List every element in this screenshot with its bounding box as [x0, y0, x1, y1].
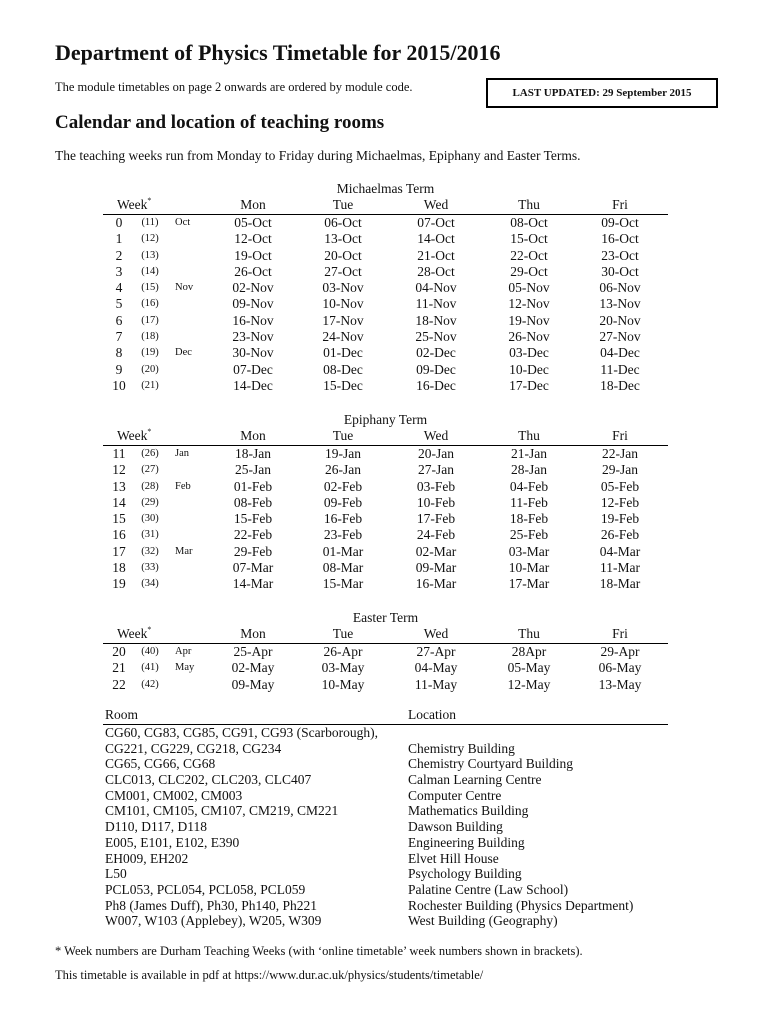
week-number: 18	[112, 560, 126, 576]
week-number: 16	[112, 527, 126, 543]
date-cell: 05-May	[507, 660, 551, 676]
week-row	[103, 280, 668, 296]
room-row	[103, 741, 668, 757]
date-cell: 19-Jan	[325, 446, 361, 461]
date-cell: 19-Feb	[600, 511, 640, 527]
date-cell: 17-Mar	[508, 576, 550, 592]
week-number: 17	[112, 543, 126, 559]
week-row	[103, 527, 668, 543]
week-number: 3	[115, 263, 123, 279]
date-cell: 02-Dec	[416, 345, 456, 361]
room-location: Palatine Centre (Law School)	[408, 881, 569, 897]
online-week-number: (14)	[141, 265, 159, 277]
day-header: Tue	[332, 428, 354, 443]
date-cell: 26-Oct	[234, 263, 272, 279]
date-cell: 22-Feb	[233, 527, 273, 543]
week-number: 12	[112, 462, 126, 478]
date-cell: 17-Feb	[416, 511, 456, 527]
room-row	[103, 803, 668, 819]
date-cell: 02-May	[231, 660, 275, 676]
date-cell: 07-Mar	[232, 560, 274, 576]
date-cell: 11-May	[414, 676, 458, 692]
room-row	[103, 851, 668, 867]
date-cell: 28-Oct	[417, 263, 455, 279]
month-label: Oct	[175, 217, 191, 228]
room-row	[103, 882, 668, 898]
term-name: Michaelmas Term	[336, 181, 435, 196]
day-header: Wed	[423, 626, 449, 641]
date-cell: 14-Oct	[417, 231, 455, 247]
date-cell: 29-Oct	[510, 263, 548, 279]
room-list: CLC013, CLC202, CLC203, CLC407	[105, 772, 312, 788]
date-cell: 29-Feb	[233, 543, 273, 559]
page-title: Department of Physics Timetable for 2015/2016	[55, 40, 501, 65]
online-week-number: (30)	[141, 513, 159, 525]
date-cell: 28-Jan	[511, 462, 547, 478]
date-cell: 09-Oct	[601, 215, 639, 230]
date-cell: 05-Feb	[600, 478, 640, 494]
date-cell: 26-Jan	[325, 462, 361, 478]
date-cell: 08-Mar	[322, 560, 364, 576]
date-cell: 16-Dec	[416, 377, 456, 393]
room-list: Ph8 (James Duff), Ph30, Ph140, Ph221	[105, 897, 318, 913]
date-cell: 04-May	[414, 660, 458, 676]
date-cell: 24-Feb	[416, 527, 456, 543]
date-cell: 12-Feb	[600, 494, 640, 510]
week-row	[103, 544, 668, 560]
day-header: Fri	[612, 197, 628, 212]
date-cell: 08-Feb	[233, 494, 273, 510]
room-list: CM001, CM002, CM003	[105, 787, 243, 803]
week-number: 19	[112, 576, 126, 592]
footnote: * Week numbers are Durham Teaching Weeks (with ‘online timetable’ week numbers shown in brackets).	[55, 944, 583, 958]
date-cell: 03-Dec	[509, 345, 549, 361]
date-cell: 10-Dec	[509, 361, 549, 377]
room-location: Psychology Building	[408, 866, 522, 882]
room-row	[103, 898, 668, 914]
date-cell: 20-Nov	[599, 312, 641, 328]
room-location: Rochester Building (Physics Department)	[408, 897, 634, 913]
date-cell: 03-Mar	[508, 543, 550, 559]
date-cell: 05-Nov	[508, 280, 550, 296]
month-label: Dec	[175, 347, 192, 359]
room-row	[103, 835, 668, 851]
online-week-number: (16)	[141, 298, 159, 310]
room-row	[103, 756, 668, 772]
date-cell: 13-Oct	[324, 231, 362, 247]
week-number: 22	[112, 676, 126, 692]
date-cell: 09-Feb	[323, 494, 363, 510]
date-cell: 23-Feb	[323, 527, 363, 543]
room-row	[103, 725, 668, 741]
week-header	[117, 197, 151, 213]
intro-text: The module timetables on page 2 onwards are ordered by module code.	[55, 80, 413, 94]
room-location: Calman Learning Centre	[408, 772, 542, 788]
date-cell: 14-Dec	[233, 377, 273, 393]
week-row	[103, 264, 668, 280]
week-number: 11	[112, 446, 126, 461]
date-cell: 13-May	[598, 676, 642, 692]
month-label: Apr	[175, 646, 192, 657]
date-cell: 01-Dec	[323, 345, 363, 361]
day-header: Tue	[332, 626, 354, 641]
week-row	[103, 378, 668, 394]
date-cell: 20-Oct	[324, 247, 362, 263]
date-cell: 09-Mar	[415, 560, 457, 576]
room-location: Dawson Building	[408, 819, 503, 835]
week-number: 13	[112, 478, 126, 494]
date-cell: 10-Nov	[322, 296, 364, 312]
day-header: Mon	[240, 626, 266, 641]
room-rows	[103, 725, 668, 929]
online-week-number: (13)	[141, 249, 159, 261]
date-cell: 23-Oct	[601, 247, 639, 263]
month-label: Jan	[175, 448, 189, 459]
room-list: CG65, CG66, CG68	[105, 756, 216, 772]
day-header: Mon	[240, 428, 266, 443]
week-row	[103, 296, 668, 312]
date-cell: 30-Nov	[232, 345, 274, 361]
date-cell: 12-May	[507, 676, 551, 692]
date-cell: 03-May	[321, 660, 365, 676]
week-row	[103, 462, 668, 478]
online-week-number: (33)	[141, 562, 159, 574]
month-label: Feb	[175, 480, 191, 492]
week-row	[103, 313, 668, 329]
week-header-star: *	[147, 427, 152, 436]
date-cell: 27-Apr	[416, 644, 456, 659]
rooms-header	[103, 707, 668, 725]
date-cell: 06-Nov	[599, 280, 641, 296]
room-row	[103, 819, 668, 835]
date-cell: 24-Nov	[322, 329, 364, 345]
term-table-michaelmas	[103, 180, 668, 394]
online-week-number: (11)	[141, 217, 159, 228]
date-cell: 18-Feb	[509, 511, 549, 527]
day-header: Fri	[612, 428, 628, 443]
date-cell: 08-Oct	[510, 215, 548, 230]
date-cell: 08-Dec	[323, 361, 363, 377]
online-week-number: (41)	[141, 662, 159, 674]
week-number: 6	[115, 312, 123, 328]
date-cell: 21-Jan	[511, 446, 547, 461]
section-title: Calendar and location of teaching rooms	[55, 112, 385, 133]
term-name: Easter Term	[352, 610, 419, 625]
online-week-number: (40)	[141, 646, 159, 657]
date-cell: 09-Nov	[232, 296, 274, 312]
date-cell: 02-Nov	[232, 280, 274, 296]
week-number: 0	[115, 215, 123, 230]
week-row	[103, 677, 668, 693]
online-week-number: (28)	[141, 480, 159, 492]
online-week-number: (31)	[141, 529, 159, 541]
week-header	[117, 428, 151, 444]
online-week-number: (26)	[141, 448, 159, 459]
date-cell: 16-Mar	[415, 576, 457, 592]
availability-text: This timetable is available in pdf at https://www.dur.ac.uk/physics/students/timetable/	[55, 968, 484, 982]
date-cell: 13-Nov	[599, 296, 641, 312]
room-list: E005, E101, E102, E390	[105, 834, 240, 850]
week-number: 14	[112, 494, 126, 510]
week-row	[103, 446, 668, 462]
week-row	[103, 660, 668, 676]
term-name: Epiphany Term	[343, 412, 428, 427]
online-week-number: (32)	[141, 545, 159, 557]
room-location: Engineering Building	[408, 834, 525, 850]
date-cell: 02-Mar	[415, 543, 457, 559]
date-cell: 09-Dec	[416, 361, 456, 377]
date-cell: 28Apr	[511, 644, 547, 659]
date-cell: 27-Nov	[599, 329, 641, 345]
date-cell: 16-Oct	[601, 231, 639, 247]
week-row	[103, 248, 668, 264]
date-cell: 07-Dec	[233, 361, 273, 377]
room-list: CG221, CG229, CG218, CG234	[105, 740, 282, 756]
term-table-easter	[103, 609, 668, 693]
week-number: 2	[115, 247, 123, 263]
month-label: Mar	[175, 545, 193, 557]
date-cell: 10-Feb	[416, 494, 456, 510]
date-cell: 10-May	[321, 676, 365, 692]
room-row	[103, 866, 668, 882]
week-row	[103, 576, 668, 592]
day-header: Thu	[518, 428, 540, 443]
date-cell: 01-Mar	[322, 543, 364, 559]
rooms-table	[103, 707, 668, 929]
date-cell: 16-Nov	[232, 312, 274, 328]
week-number: 5	[115, 296, 123, 312]
room-list: D110, D117, D118	[105, 819, 207, 835]
date-cell: 04-Mar	[599, 543, 641, 559]
online-week-number: (15)	[141, 282, 159, 294]
week-number: 1	[115, 231, 123, 247]
week-row	[103, 560, 668, 576]
date-cell: 05-Oct	[234, 215, 272, 230]
room-row	[103, 913, 668, 929]
date-cell: 12-Nov	[508, 296, 550, 312]
room-header: Room	[105, 707, 139, 722]
date-cell: 27-Oct	[324, 263, 362, 279]
online-week-number: (27)	[141, 464, 159, 476]
room-row	[103, 772, 668, 788]
date-cell: 03-Nov	[322, 280, 364, 296]
week-number: 8	[115, 345, 123, 361]
room-list: EH009, EH202	[105, 850, 189, 866]
week-number: 9	[115, 361, 123, 377]
online-week-number: (42)	[141, 678, 159, 690]
week-row	[103, 345, 668, 361]
date-cell: 18-Mar	[599, 576, 641, 592]
date-cell: 04-Feb	[509, 478, 549, 494]
date-cell: 15-Dec	[323, 377, 363, 393]
day-header: Wed	[423, 197, 449, 212]
date-cell: 25-Apr	[233, 644, 273, 659]
date-cell: 18-Dec	[600, 377, 640, 393]
week-number: 15	[112, 511, 126, 527]
date-cell: 01-Feb	[233, 478, 273, 494]
month-label: Nov	[175, 282, 194, 294]
week-header-label: Week	[117, 197, 148, 212]
date-cell: 25-Feb	[509, 527, 549, 543]
week-row	[103, 644, 668, 660]
day-header: Thu	[518, 197, 540, 212]
date-cell: 11-Dec	[600, 361, 640, 377]
room-location: Chemistry Building	[408, 740, 515, 756]
room-location: West Building (Geography)	[408, 913, 558, 929]
date-cell: 09-May	[231, 676, 275, 692]
date-cell: 22-Jan	[602, 446, 638, 461]
date-cell: 11-Mar	[600, 560, 640, 576]
date-cell: 21-Oct	[417, 247, 455, 263]
date-cell: 14-Mar	[232, 576, 274, 592]
date-cell: 02-Feb	[323, 478, 363, 494]
week-number: 21	[112, 660, 126, 676]
date-cell: 18-Jan	[235, 446, 271, 461]
location-header: Location	[408, 707, 456, 722]
date-cell: 15-Feb	[233, 511, 273, 527]
week-header-star: *	[147, 625, 152, 634]
week-number: 20	[112, 644, 126, 659]
week-row	[103, 495, 668, 511]
date-cell: 03-Feb	[416, 478, 456, 494]
week-number: 4	[115, 280, 123, 296]
date-cell: 06-May	[598, 660, 642, 676]
date-cell: 20-Jan	[418, 446, 454, 461]
online-week-number: (17)	[141, 314, 159, 326]
online-week-number: (21)	[141, 379, 159, 391]
date-cell: 11-Feb	[510, 494, 548, 510]
date-cell: 12-Oct	[234, 231, 272, 247]
date-cell: 23-Nov	[232, 329, 274, 345]
day-header: Fri	[612, 626, 628, 641]
date-cell: 26-Feb	[600, 527, 640, 543]
room-list: L50	[105, 866, 127, 882]
month-label: May	[175, 662, 195, 674]
term-header-row	[103, 428, 668, 446]
date-cell: 26-Apr	[323, 644, 363, 659]
room-row	[103, 788, 668, 804]
date-cell: 06-Oct	[324, 215, 362, 230]
date-cell: 18-Nov	[415, 312, 457, 328]
date-cell: 25-Jan	[235, 462, 271, 478]
term-header-row	[103, 197, 668, 215]
room-list: CM101, CM105, CM107, CM219, CM221	[105, 803, 339, 819]
online-week-number: (12)	[141, 233, 159, 245]
date-cell: 25-Nov	[415, 329, 457, 345]
room-location: Mathematics Building	[408, 803, 529, 819]
date-cell: 19-Nov	[508, 312, 550, 328]
date-cell: 17-Nov	[322, 312, 364, 328]
week-row	[103, 329, 668, 345]
date-cell: 30-Oct	[601, 263, 639, 279]
online-week-number: (19)	[141, 347, 159, 359]
date-cell: 04-Dec	[600, 345, 640, 361]
week-row	[103, 362, 668, 378]
week-row	[103, 231, 668, 247]
week-header	[117, 626, 151, 642]
date-cell: 10-Mar	[508, 560, 550, 576]
week-header-label: Week	[117, 428, 148, 443]
date-cell: 19-Oct	[234, 247, 272, 263]
room-list: W007, W103 (Applebey), W205, W309	[105, 913, 322, 929]
date-cell: 22-Oct	[510, 247, 548, 263]
date-cell: 07-Oct	[417, 215, 455, 230]
room-location: Elvet Hill House	[408, 850, 499, 866]
week-header-label: Week	[117, 626, 148, 641]
week-row	[103, 511, 668, 527]
date-cell: 29-Apr	[600, 644, 640, 659]
day-header: Thu	[518, 626, 540, 641]
week-row	[103, 215, 668, 231]
online-week-number: (20)	[141, 363, 159, 375]
date-cell: 15-Oct	[510, 231, 548, 247]
room-location: Computer Centre	[408, 787, 502, 803]
date-cell: 17-Dec	[509, 377, 549, 393]
day-header: Mon	[240, 197, 266, 212]
online-week-number: (18)	[141, 331, 159, 343]
date-cell: 04-Nov	[415, 280, 457, 296]
day-header: Wed	[423, 428, 449, 443]
room-list: PCL053, PCL054, PCL058, PCL059	[105, 881, 306, 897]
date-cell: 15-Mar	[322, 576, 364, 592]
week-header-star: *	[147, 196, 152, 205]
term-header-row	[103, 626, 668, 644]
date-cell: 29-Jan	[602, 462, 638, 478]
date-cell: 11-Nov	[415, 296, 457, 312]
last-updated-box: LAST UPDATED: 29 September 2015	[486, 78, 718, 108]
date-cell: 27-Jan	[418, 462, 454, 478]
week-number: 7	[115, 329, 123, 345]
date-cell: 16-Feb	[323, 511, 363, 527]
day-header: Tue	[332, 197, 354, 212]
lead-text: The teaching weeks run from Monday to Friday during Michaelmas, Epiphany and Easter Terms.	[55, 148, 581, 163]
term-table-epiphany	[103, 411, 668, 593]
online-week-number: (29)	[141, 496, 159, 508]
online-week-number: (34)	[141, 578, 159, 590]
week-row	[103, 479, 668, 495]
room-location: Chemistry Courtyard Building	[408, 756, 573, 772]
date-cell: 26-Nov	[508, 329, 550, 345]
room-list: CG60, CG83, CG85, CG91, CG93 (Scarborough),	[105, 725, 378, 740]
week-number: 10	[112, 377, 126, 393]
